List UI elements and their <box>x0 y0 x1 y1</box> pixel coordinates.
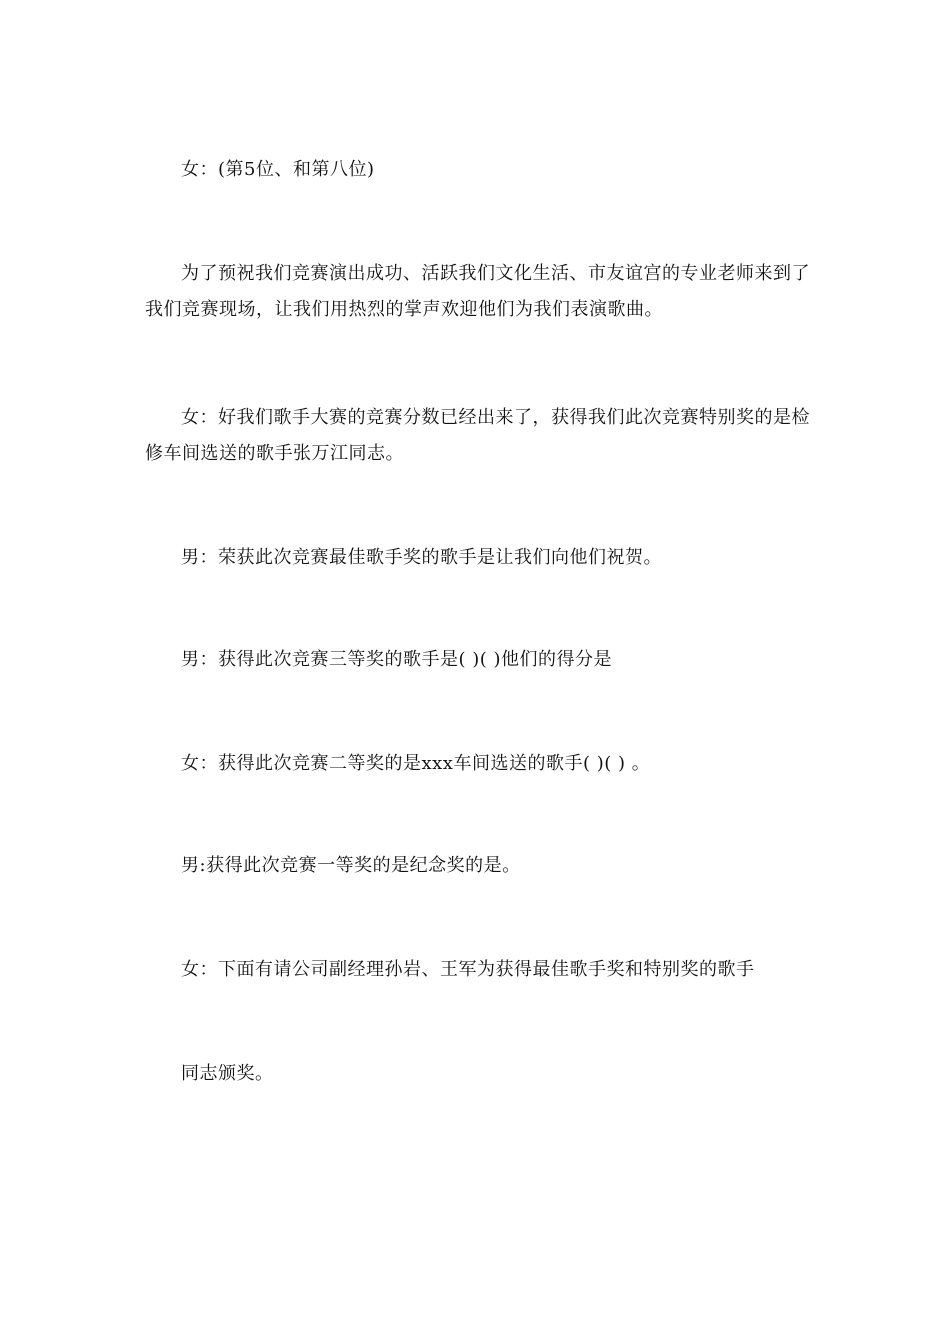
paragraph-guest-performance-intro: 为了预祝我们竞赛演出成功、活跃我们文化生活、市友谊宫的专业老师来到了我们竞赛现场，让我们用热烈的掌声欢迎他们为我们表演歌曲。 <box>145 263 810 320</box>
paragraph-female-host-contestants: 女：(第5位、和第八位) <box>181 159 375 180</box>
paragraph-best-singer-award: 男：荣获此次竞赛最佳歌手奖的歌手是让我们向他们祝贺。 <box>181 547 662 568</box>
paragraph-first-prize: 男:获得此次竞赛一等奖的是纪念奖的是。 <box>181 855 521 876</box>
paragraph-third-prize: 男：获得此次竞赛三等奖的歌手是( )( )他们的得分是 <box>181 649 613 670</box>
paragraph-second-prize: 女：获得此次竞赛二等奖的是xxx车间选送的歌手( )( ) 。 <box>181 753 651 774</box>
paragraph-award-closing: 同志颁奖。 <box>181 1063 274 1084</box>
paragraph-special-award: 女：好我们歌手大赛的竞赛分数已经出来了，获得我们此次竞赛特别奖的是检修车间选送的歌手张万江同志。 <box>145 407 810 464</box>
paragraph-award-presenters: 女：下面有请公司副经理孙岩、王军为获得最佳歌手奖和特别奖的歌手 <box>181 959 755 980</box>
